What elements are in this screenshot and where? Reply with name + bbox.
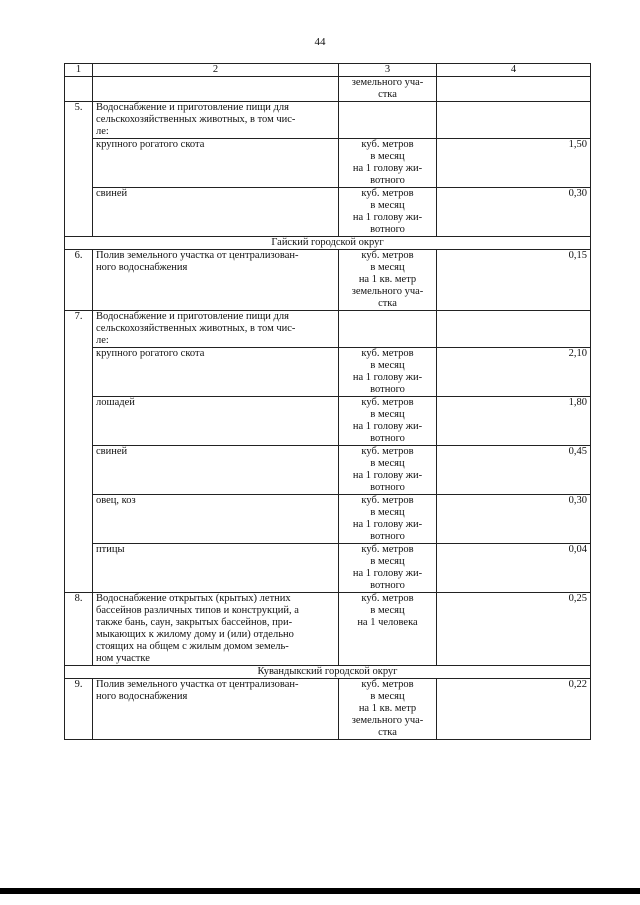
- region-row: [65, 237, 591, 250]
- subitem-label: свиней: [93, 446, 339, 495]
- header-cell-col1: 1: [65, 64, 93, 77]
- bottom-rule: [0, 888, 640, 894]
- row-unit-empty: [339, 102, 437, 139]
- subitem-label: крупного рогатого скота: [93, 348, 339, 397]
- subitem-value: 0,30: [437, 188, 591, 237]
- row-description: Водоснабжение и приготовление пищи для сельскохозяйственных животных, в том чис- ле:: [93, 102, 339, 139]
- subitem-row: [65, 188, 591, 237]
- row-value-empty: [437, 311, 591, 348]
- row-value: 0,22: [437, 679, 591, 740]
- row-unit: куб. метров в месяц на 1 кв. метр земельного уча- стка: [339, 679, 437, 740]
- page-number: 44: [314, 36, 326, 48]
- row-number: 9.: [65, 679, 93, 740]
- subitem-unit: куб. метров в месяц на 1 голову жи- вотного: [339, 348, 437, 397]
- continuation-unit-cell: земельного уча- стка: [339, 77, 437, 102]
- subitem-label: лошадей: [93, 397, 339, 446]
- row-unit-empty: [339, 311, 437, 348]
- subitem-label: птицы: [93, 544, 339, 593]
- continuation-value-cell: [437, 77, 591, 102]
- subitem-row: [65, 495, 591, 544]
- row-description: Полив земельного участка от централизован- ного водоснабжения: [93, 250, 339, 311]
- header-cell-col2: 2: [93, 64, 339, 77]
- row-description: Водоснабжение и приготовление пищи для сельскохозяйственных животных, в том чис- ле:: [93, 311, 339, 348]
- region-row: [65, 666, 591, 679]
- subitem-unit: куб. метров в месяц на 1 голову жи- вотного: [339, 446, 437, 495]
- subitem-unit: куб. метров в месяц на 1 голову жи- вотного: [339, 495, 437, 544]
- subitem-value: 1,80: [437, 397, 591, 446]
- subitem-label: крупного рогатого скота: [93, 139, 339, 188]
- row-number: 7.: [65, 311, 93, 593]
- row-description: Водоснабжение открытых (крытых) летних бассейнов различных типов и конструкций, а также бань, саун, закрытых бассейнов, при- мыкающих к жилому дому и (или) отдельно стоящих на общем с жилым домом земель- ном участке: [93, 593, 339, 666]
- header-row: [65, 64, 591, 77]
- table-row: [65, 250, 591, 311]
- subitem-value: 0,04: [437, 544, 591, 593]
- subitem-value: 2,10: [437, 348, 591, 397]
- region-title: Гайский городской округ: [65, 237, 591, 250]
- table-row: [65, 679, 591, 740]
- subitem-label: свиней: [93, 188, 339, 237]
- row-unit: куб. метров в месяц на 1 человека: [339, 593, 437, 666]
- continuation-row: [65, 77, 591, 102]
- subitem-unit: куб. метров в месяц на 1 голову жи- вотного: [339, 139, 437, 188]
- row-number: 8.: [65, 593, 93, 666]
- region-title: Кувандыкский городской округ: [65, 666, 591, 679]
- subitem-unit: куб. метров в месяц на 1 голову жи- вотного: [339, 188, 437, 237]
- row-value-empty: [437, 102, 591, 139]
- row-value: 0,25: [437, 593, 591, 666]
- continuation-num-cell: [65, 77, 93, 102]
- row-unit: куб. метров в месяц на 1 кв. метр земельного уча- стка: [339, 250, 437, 311]
- header-cell-col3: 3: [339, 64, 437, 77]
- norms-table: [64, 63, 591, 740]
- subitem-unit: куб. метров в месяц на 1 голову жи- вотного: [339, 544, 437, 593]
- subitem-row: [65, 544, 591, 593]
- subitem-row: [65, 446, 591, 495]
- subitem-value: 1,50: [437, 139, 591, 188]
- table-row: [65, 593, 591, 666]
- row-description: Полив земельного участка от централизован- ного водоснабжения: [93, 679, 339, 740]
- row-number: 6.: [65, 250, 93, 311]
- subitem-value: 0,30: [437, 495, 591, 544]
- subitem-unit: куб. метров в месяц на 1 голову жи- вотного: [339, 397, 437, 446]
- row-number: 5.: [65, 102, 93, 237]
- subitem-row: [65, 348, 591, 397]
- table-row: [65, 102, 591, 139]
- subitem-label: овец, коз: [93, 495, 339, 544]
- header-cell-col4: 4: [437, 64, 591, 77]
- row-value: 0,15: [437, 250, 591, 311]
- subitem-row: [65, 397, 591, 446]
- subitem-value: 0,45: [437, 446, 591, 495]
- norms-table-body: [65, 64, 591, 740]
- subitem-row: [65, 139, 591, 188]
- continuation-desc-cell: [93, 77, 339, 102]
- table-row: [65, 311, 591, 348]
